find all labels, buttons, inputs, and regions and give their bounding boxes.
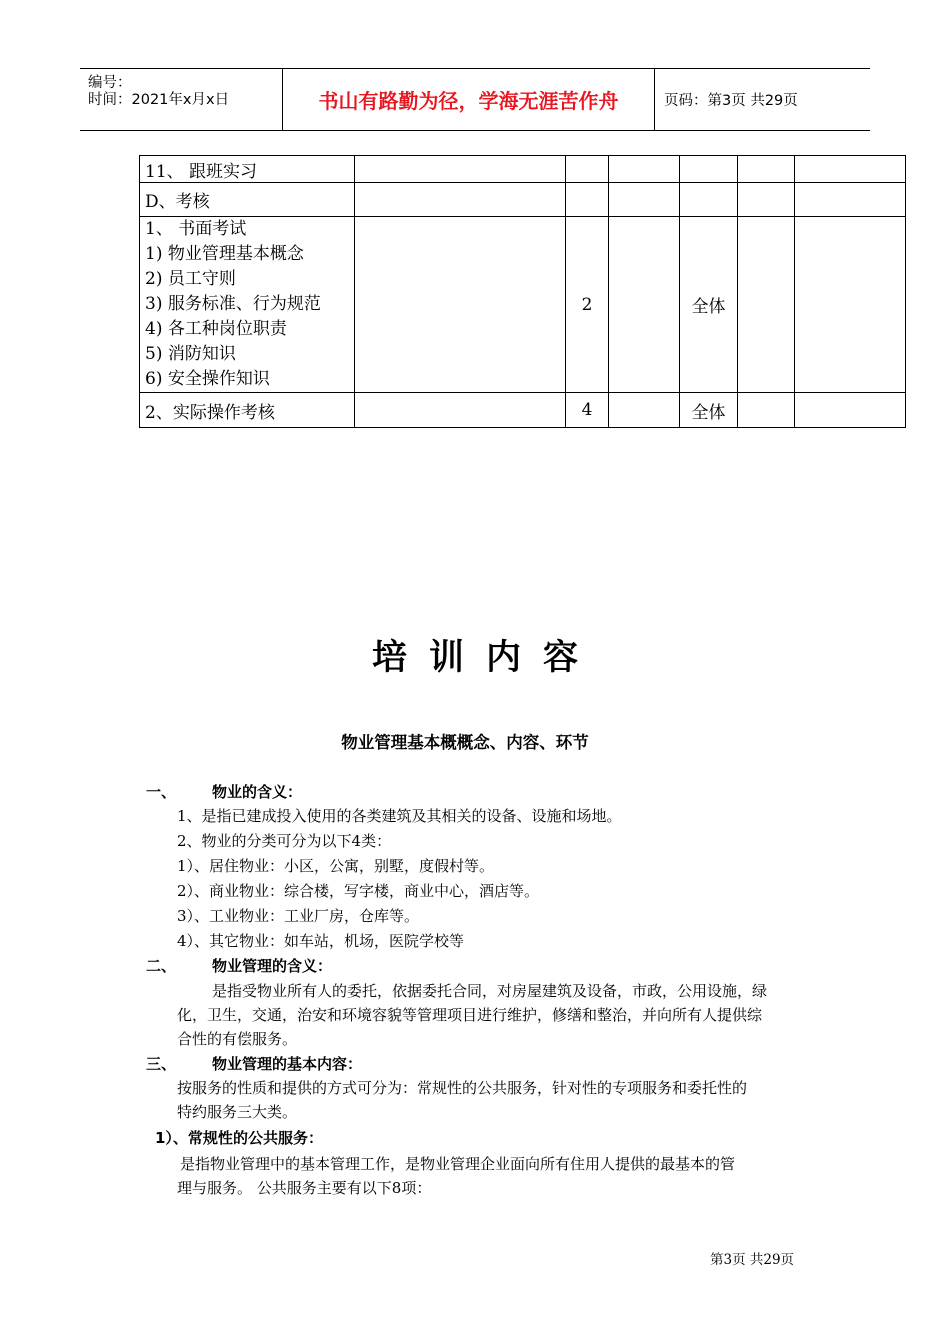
- table-row: [140, 156, 906, 183]
- table-cell-item: D、考核: [140, 183, 355, 217]
- table-cell-hours: 2: [566, 217, 609, 393]
- paragraph-line: 按服务的性质和提供的方式可分为：常规性的公共服务，针对性的专项服务和委托性的: [177, 1079, 748, 1097]
- table-cell-target: [680, 183, 738, 217]
- time-label: 时间：2021年x月x日: [88, 92, 230, 108]
- table-cell: [609, 393, 680, 428]
- table-cell: [355, 183, 566, 217]
- table-row: [140, 183, 906, 217]
- header-motto: 书山有路勤为径，学海无涯苦作舟: [283, 69, 655, 130]
- table-cell: [355, 156, 566, 183]
- table-cell: [609, 156, 680, 183]
- paragraph: 1、是指已建成投入使用的各类建筑及其相关的设备、设施和场地。: [177, 807, 622, 825]
- table-cell-item: 11、 跟班实习: [140, 156, 355, 183]
- page-header: [80, 68, 870, 131]
- list-item: 4）、其它物业：如车站，机场，医院学校等: [177, 932, 465, 950]
- paragraph-line: 理与服务。 公共服务主要有以下8项：: [177, 1179, 432, 1197]
- table-cell: [738, 156, 795, 183]
- item-line: 5) 消防知识: [145, 344, 236, 364]
- list-item: 2）、商业物业：综合楼，写字楼，商业中心，酒店等。: [177, 882, 540, 900]
- training-plan-table: [139, 155, 906, 428]
- table-cell: [795, 217, 906, 393]
- section-1-number: 一、: [146, 783, 177, 801]
- table-cell: [355, 393, 566, 428]
- table-cell-hours: 4: [566, 393, 609, 428]
- list-item: 1）、居住物业：小区，公寓，别墅，度假村等。: [177, 857, 495, 875]
- item-line: 1、 书面考试: [145, 219, 247, 239]
- item-line: 2) 员工守则: [145, 269, 236, 289]
- table-cell-hours: [566, 156, 609, 183]
- page-footer: 第3页 共29页: [710, 1252, 795, 1268]
- paragraph-line: 合性的有偿服务。: [177, 1030, 298, 1048]
- paragraph-line: 是指物业管理中的基本管理工作，是物业管理企业面向所有住用人提供的最基本的管: [180, 1155, 736, 1173]
- table-cell-item: 2、实际操作考核: [140, 393, 355, 428]
- table-cell-hours: [566, 183, 609, 217]
- table-cell: [355, 217, 566, 393]
- paragraph-line: 化，卫生，交通，治安和环境容貌等管理项目进行维护，修缮和整治，并向所有人提供综: [177, 1006, 763, 1024]
- item-line: 6) 安全操作知识: [145, 369, 270, 389]
- paragraph-line: 是指受物业所有人的委托，依据委托合同，对房屋建筑及设备，市政，公用设施，绿: [212, 982, 768, 1000]
- header-meta: [80, 69, 283, 130]
- table-row: [140, 217, 906, 393]
- table-cell: [609, 217, 680, 393]
- item-line: 3) 服务标准、行为规范: [145, 294, 321, 314]
- table-cell: [795, 156, 906, 183]
- table-cell-target: 全体: [680, 217, 738, 393]
- section-3-heading: 物业管理的基本内容：: [212, 1055, 363, 1073]
- table-cell-target: [680, 156, 738, 183]
- list-item: 3）、工业物业：工业厂房，仓库等。: [177, 907, 420, 925]
- table-cell-target: 全体: [680, 393, 738, 428]
- item-line: 1) 物业管理基本概念: [145, 244, 304, 264]
- table-cell: [609, 183, 680, 217]
- section-2-heading: 物业管理的含义：: [212, 957, 333, 975]
- paragraph: 2、物业的分类可分为以下4类：: [177, 832, 392, 850]
- section-3-number: 三、: [146, 1055, 177, 1073]
- table-row: [140, 393, 906, 428]
- table-cell: [738, 183, 795, 217]
- section-1-heading: 物业的含义：: [212, 783, 303, 801]
- table-cell: [795, 183, 906, 217]
- table-cell: [738, 217, 795, 393]
- subsection-heading: 1）、常规性的公共服务：: [155, 1129, 323, 1147]
- table-cell-item: [140, 217, 355, 393]
- paragraph-line: 特约服务三大类。: [177, 1103, 298, 1121]
- item-line: 4) 各工种岗位职责: [145, 319, 287, 339]
- table-cell: [738, 393, 795, 428]
- section-subtitle: 物业管理基本概概念、内容、环节: [341, 733, 589, 752]
- header-page-label: 页码：第3页 共29页: [664, 93, 798, 109]
- number-label: 编号：: [88, 75, 132, 91]
- table-cell: [795, 393, 906, 428]
- section-2-number: 二、: [146, 957, 177, 975]
- page-title: 培训内容: [371, 638, 600, 678]
